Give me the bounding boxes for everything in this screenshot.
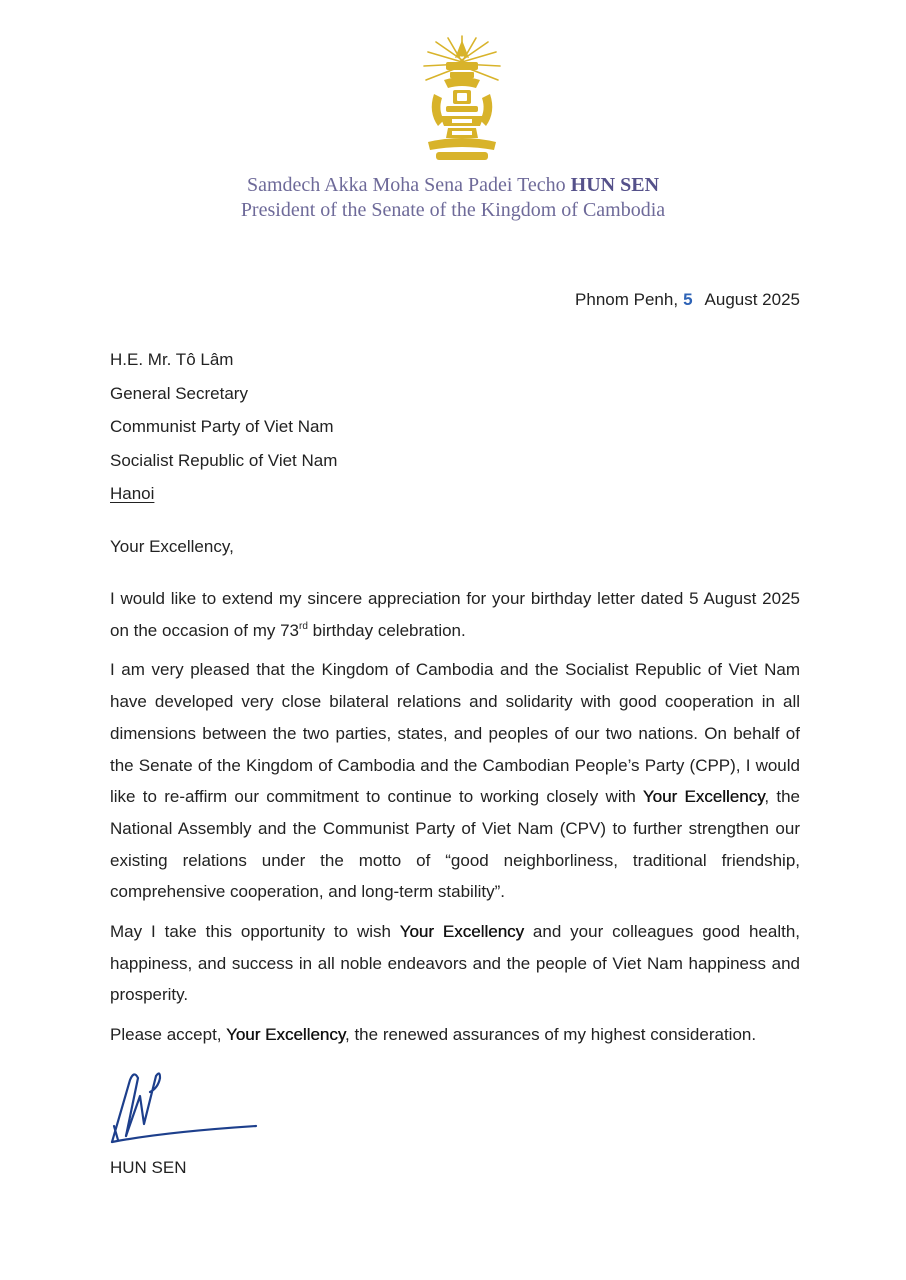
recipient-country: Socialist Republic of Viet Nam	[110, 450, 338, 470]
p3-emphasis: Your Excellency	[399, 922, 525, 942]
p4-text-b: , the renewed assurances of my highest consideration.	[345, 1025, 757, 1045]
p1-text-a: I would like to extend my sincere appreciation for your birthday letter dated 5 August 2025 on the occasion of my 73	[110, 589, 800, 640]
salutation: Your Excellency,	[110, 537, 234, 556]
recipient-city-line	[110, 477, 337, 511]
paragraph-1	[110, 583, 800, 646]
recipient-address	[110, 343, 337, 511]
date-place: Phnom Penh,	[575, 290, 679, 309]
p2-text-a: I am very pleased that the Kingdom of Cambodia and the Socialist Republic of Viet Nam have developed very close bilateral relations and solidarity with good cooperation in all dimensions between the two parties, states, and peoples of our two nations. On behalf of the Senate of the Kingdom of Cambodia and the Cambodian People’s Party (CPP), I would like to re-affirm our commitment to continue to working closely with	[110, 660, 800, 807]
p3-text-b: and your colleagues good health, happiness, and success in all noble endeavors and the people of Viet Nam happiness and prosperity.	[110, 922, 801, 1005]
handwritten-signature	[104, 1066, 268, 1150]
letterhead-name	[0, 173, 906, 197]
paragraph-3	[110, 916, 800, 1011]
p1-ordinal-suffix: rd	[299, 620, 308, 632]
date-month-year: August 2025	[704, 290, 800, 309]
p2-text-b: , the National Assembly and the Communist Party of Viet Nam (CPV) to further strengthen our existing relations under the motto of “good neighborliness, traditional friendship, comprehensive cooperation, and long-term stability”.	[110, 787, 800, 902]
recipient-party: Communist Party of Viet Nam	[110, 417, 334, 436]
p4-text-a: Please accept,	[110, 1025, 226, 1045]
royal-crest-icon	[422, 34, 502, 164]
p1-text-b: birthday celebration.	[307, 620, 466, 640]
date-day: 5	[683, 290, 693, 309]
letterhead-title: President of the Senate of the Kingdom of Cambodia	[240, 199, 666, 221]
paragraph-4	[110, 1019, 800, 1051]
recipient-city: Hanoi	[110, 484, 155, 503]
p3-text-a: May I take this opportunity to wish	[110, 922, 400, 942]
p4-emphasis: Your Excellency	[225, 1025, 346, 1045]
letter-body	[110, 583, 800, 1059]
letterhead-name-prefix: Samdech Akka Moha Sena Padei Techo	[246, 174, 566, 196]
recipient-position: General Secretary	[110, 383, 248, 403]
recipient-name: H.E. Mr. Tô Lâm	[110, 350, 234, 369]
letter-date	[575, 290, 800, 310]
p2-emphasis: Your Excellency	[642, 787, 765, 807]
paragraph-2	[110, 654, 800, 908]
letterhead-name-bold: HUN SEN	[570, 174, 660, 196]
signer-name: HUN SEN	[110, 1158, 187, 1177]
